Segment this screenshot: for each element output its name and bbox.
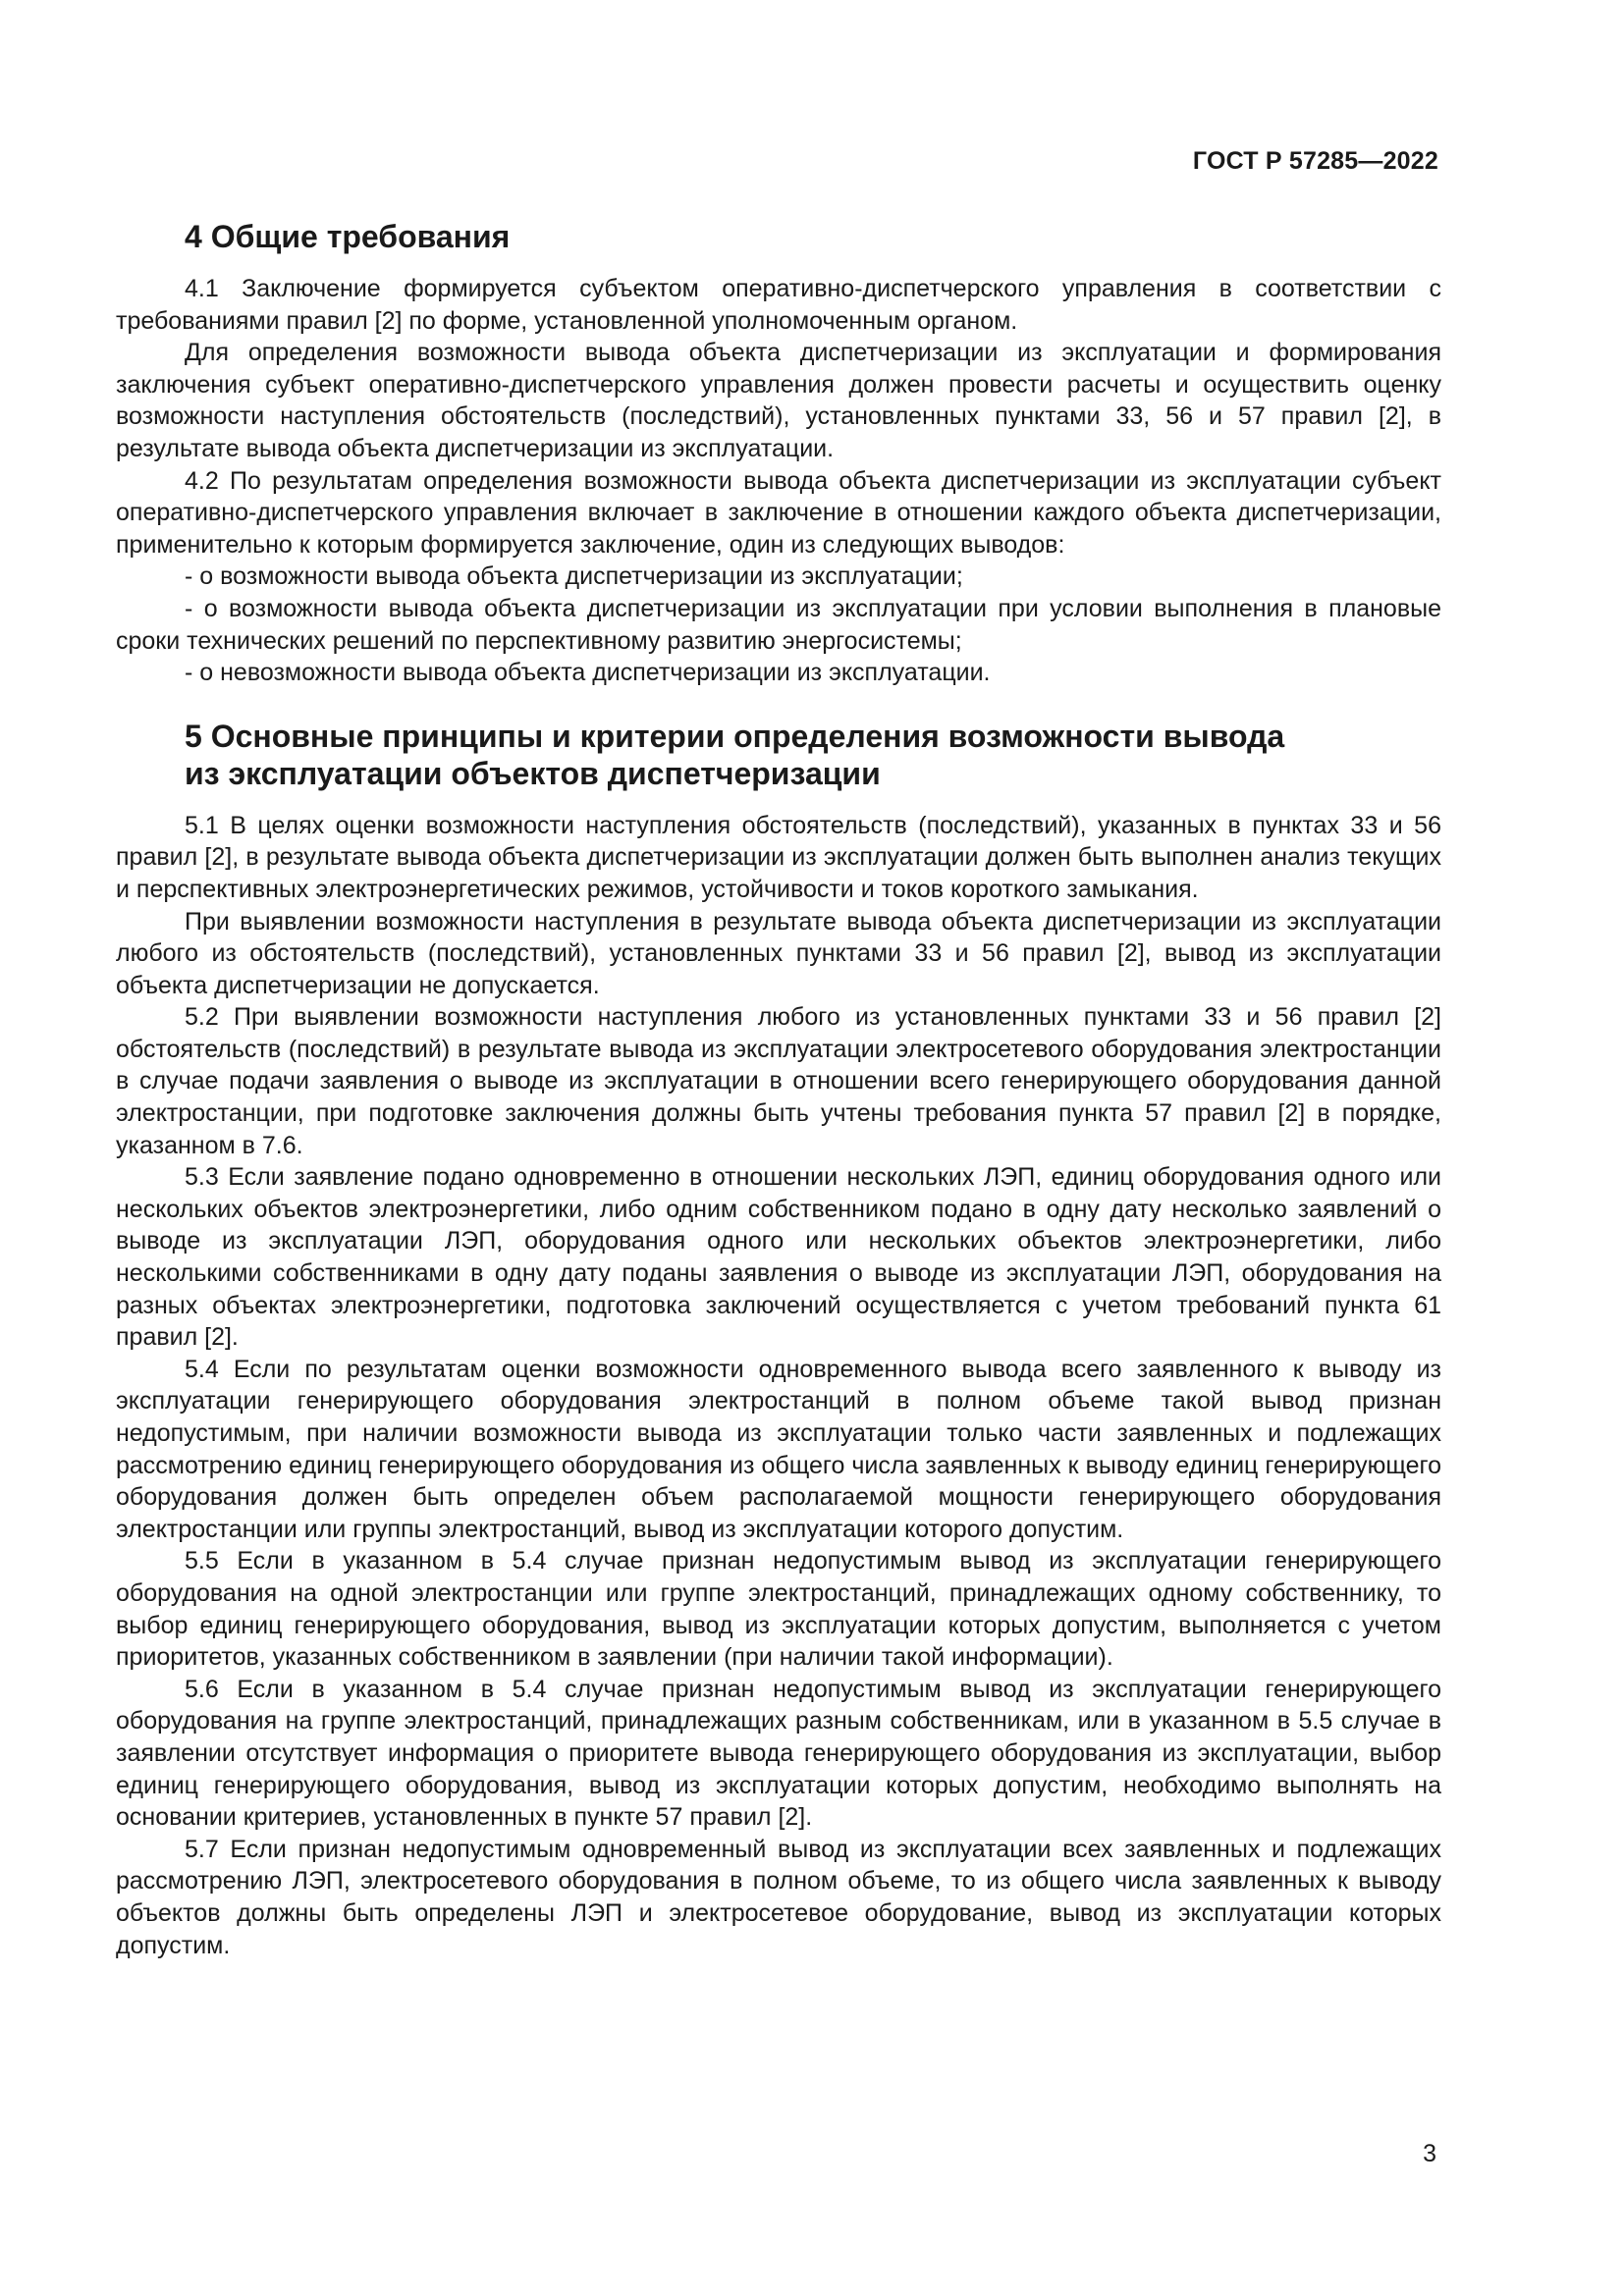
paragraph-4-2: 4.2 По результатам определения возможности вывода объекта диспетчеризации из эксплуатации субъект оперативно-диспетчерского управления включает в заключение в отношении каждого объекта диспетчеризации, применительно к которым формируется заключение, один из следующих выводов:: [116, 466, 1441, 559]
paragraph-5-7: 5.7 Если признан недопустимым одновременный вывод из эксплуатации всех заявленных и подлежащих рассмотрению ЛЭП, электросетевого оборудования в полном объеме, то из общего числа заявленных к выводу объектов должны быть определены ЛЭП и электросетевое оборудование, вывод из эксплуатации которых допустим.: [116, 1835, 1441, 1959]
section-5-heading-line-1: 5 Основные принципы и критерии определения возможности вывода: [185, 718, 1285, 754]
list-item: - о возможности вывода объекта диспетчеризации из эксплуатации;: [185, 562, 963, 591]
paragraph-5-3: 5.3 Если заявление подано одновременно в отношении нескольких ЛЭП, единиц оборудования одного или нескольких объектов электроэнергетики, либо одним собственником подано в одну дату несколько заявлений о выводе из эксплуатации ЛЭП, оборудования одного или нескольких объектов электроэнергетики, либо несколькими собственниками в одну дату поданы заявления о выводе из эксплуатации ЛЭП, оборудования на разных объектах электроэнергетики, подготовка заключений осуществляется с учетом требований пункта 61 правил [2].: [116, 1163, 1441, 1352]
paragraph-5-4: 5.4 Если по результатам оценки возможности одновременного вывода всего заявленного к выводу из эксплуатации генерирующего оборудования электростанций в полном объеме такой вывод признан недопустимым, при наличии возможности вывода из эксплуатации только части заявленных и подлежащих рассмотрению единиц генерирующего оборудования из общего числа заявленных к выводу единиц генерирующего оборудования должен быть определен объем располагаемой мощности генерирующего оборудования электростанции или группы электростанций, вывод из эксплуатации которого допустим.: [116, 1355, 1441, 1543]
page-number: 3: [1423, 2140, 1436, 2167]
paragraph-5-6: 5.6 Если в указанном в 5.4 случае признан недопустимым вывод из эксплуатации генерирующего оборудования на группе электростанций, принадлежащих разным собственникам, или в указанном в 5.5 случае в заявлении отсутствует информация о приоритете вывода генерирующего оборудования из эксплуатации, выбор единиц генерирующего оборудования, вывод из эксплуатации которых допустим, необходимо выполнять на основании критериев, установленных в пункте 57 правил [2].: [116, 1675, 1441, 1832]
paragraph-5-1: 5.1 В целях оценки возможности наступления обстоятельств (последствий), указанных в пунктах 33 и 56 правил [2], в результате вывода объекта диспетчеризации из эксплуатации должен быть выполнен анализ текущих и перспективных электроэнергетических режимов, устойчивости и токов короткого замыкания.: [116, 811, 1441, 903]
paragraph-5-2: 5.2 При выявлении возможности наступления любого из установленных пунктами 33 и 56 правил [2] обстоятельств (последствий) в результате вывода из эксплуатации электросетевого оборудования электростанции в случае подачи заявления о выводе из эксплуатации в отношении всего генерирующего оборудования данной электростанции, при подготовке заключения должны быть учтены требования пункта 57 правил [2] в порядке, указанном в 7.6.: [116, 1003, 1441, 1159]
section-5-heading-line-2: из эксплуатации объектов диспетчеризации: [185, 755, 881, 791]
section-5-heading: [185, 718, 1441, 792]
list-item: - о невозможности вывода объекта диспетчеризации из эксплуатации.: [185, 659, 991, 687]
paragraph-4-1-cont: Для определения возможности вывода объекта диспетчеризации из эксплуатации и формирования заключения субъект оперативно-диспетчерского управления должен провести расчеты и осуществить оценку возможности наступления обстоятельств (последствий), установленных пунктами 33, 56 и 57 правил [2], в результате вывода объекта диспетчеризации из эксплуатации.: [116, 339, 1441, 462]
document-code: ГОСТ Р 57285—2022: [1192, 147, 1438, 175]
paragraph-4-1: 4.1 Заключение формируется субъектом оперативно-диспетчерского управления в соответствии с требованиями правил [2] по форме, установленной уполномоченным органом.: [116, 275, 1441, 335]
paragraph-5-1-cont: При выявлении возможности наступления в результате вывода объекта диспетчеризации из эксплуатации любого из обстоятельств (последствий), установленных пунктами 33 и 56 правил [2], вывод из эксплуатации объекта диспетчеризации не допускается.: [116, 907, 1441, 999]
paragraph-5-5: 5.5 Если в указанном в 5.4 случае признан недопустимым вывод из эксплуатации генерирующего оборудования на одной электростанции или группе электростанций, принадлежащих одному собственнику, то выбор единиц генерирующего оборудования, вывод из эксплуатации которых допустим, выполняется с учетом приоритетов, указанных собственником в заявлении (при наличии такой информации).: [116, 1547, 1441, 1672]
section-4-heading: 4 Общие требования: [185, 219, 511, 254]
list-item: - о возможности вывода объекта диспетчеризации из эксплуатации при условии выполнения в плановые сроки технических решений по перспективному развитию энергосистемы;: [116, 594, 1441, 655]
page-content: [116, 218, 1441, 1961]
